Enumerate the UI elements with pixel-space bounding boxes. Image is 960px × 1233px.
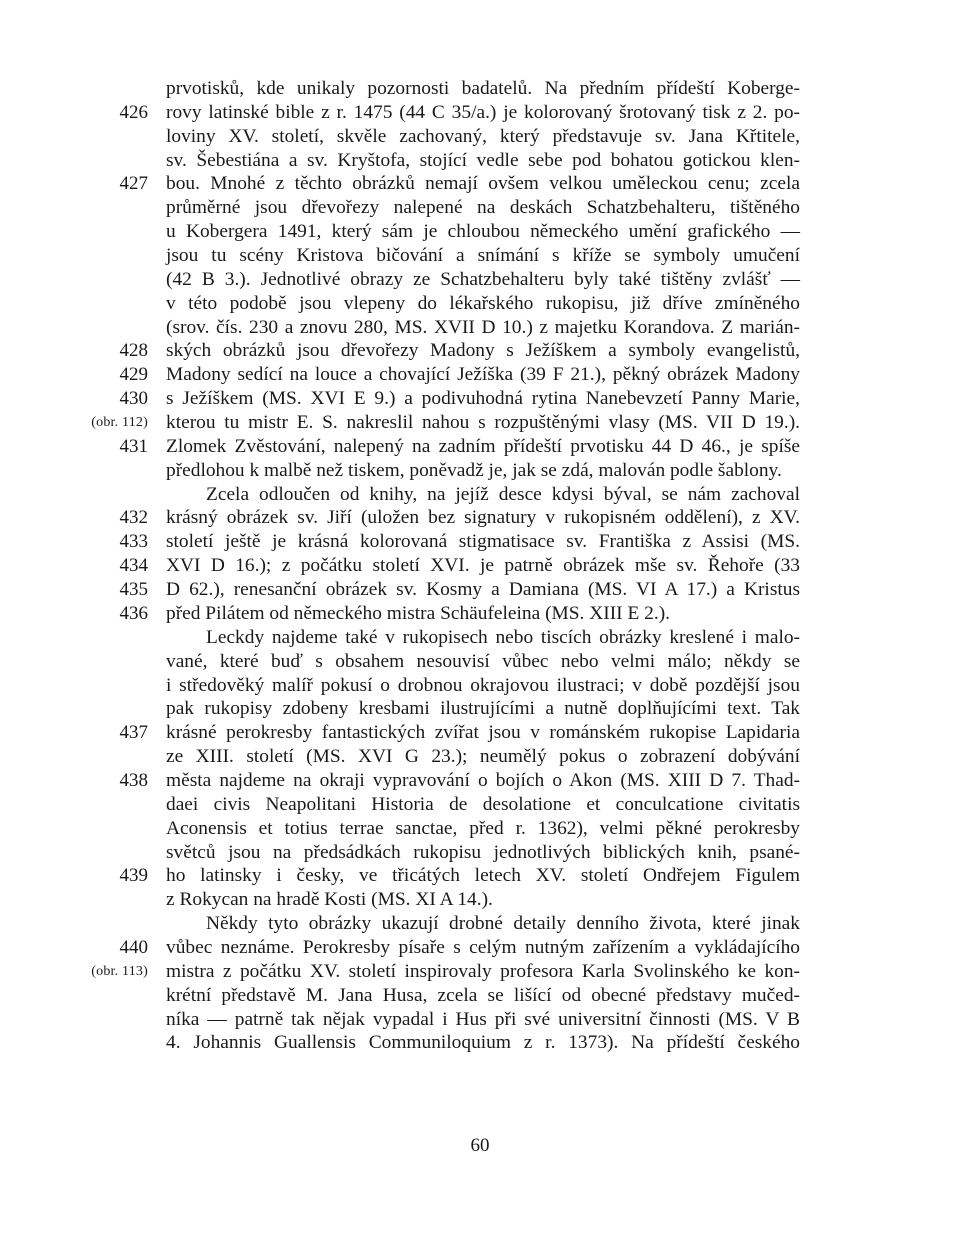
text-line: jsou tu scény Kristova bičování a snímání s kříže se symboly umučení <box>166 245 800 266</box>
margin-number: 434 <box>119 555 148 576</box>
margin-number: 431 <box>119 436 148 457</box>
margin-number: 432 <box>119 507 148 528</box>
text-line: (42 B 3.). Jednotlivé obrazy ze Schatzbehalteru byly také tištěny zvlášť — <box>166 269 800 290</box>
text-line: XVI D 16.); z počátku století XVI. je patrně obrázek mše sv. Řehoře (33 <box>166 555 800 576</box>
text-line: průměrné jsou dřevořezy nalepené na deskách Schatzbehalteru, tištěného <box>166 197 800 218</box>
margin-number: 428 <box>119 340 148 361</box>
text-line: Aconensis et totius terrae sanctae, před r. 1362), velmi pěkné perokresby <box>166 818 800 839</box>
text-line: předlohou k malbě než tiskem, poněvadž je, jak se zdá, malován podle šablony. <box>166 460 782 481</box>
text-line: bou. Mnohé z těchto obrázků nemají ovšem velkou uměleckou cenu; zcela <box>166 173 800 194</box>
page-number: 60 <box>470 1135 490 1156</box>
text-line: mistra z počátku XV. století inspirovaly profesora Karla Svolinského ke kon- <box>166 961 800 982</box>
margin-number: 440 <box>119 937 148 958</box>
margin-number: 436 <box>119 603 148 624</box>
margin-number: 435 <box>119 579 148 600</box>
text-line: města najdeme na okraji vypravování o bojích o Akon (MS. XIII D 7. Thad- <box>166 770 800 791</box>
text-line: krásné perokresby fantastických zvířat jsou v románském rukopise Lapidaria <box>166 722 800 743</box>
figure-reference: (obr. 112) <box>91 415 148 430</box>
text-line: 4. Johannis Guallensis Communiloquium z r. 1373). Na přídeští českého <box>166 1032 800 1053</box>
text-line: Madony sedící na louce a chovající Ježíška (39 F 21.), pěkný obrázek Madony <box>166 364 800 385</box>
text-line: krétní představě M. Jana Husa, zcela se lišící od obecné představy mučed- <box>166 985 800 1006</box>
text-line: ze XIII. století (MS. XVI G 23.); neumělý pokus o zobrazení dobývání <box>166 746 800 767</box>
text-line: vané, které buď s obsahem nesouvisí vůbec nebo velmi málo; někdy se <box>166 651 800 672</box>
text-line: s Ježíškem (MS. XVI E 9.) a podivuhodná rytina Nanebevzetí Panny Marie, <box>166 388 800 409</box>
text-line: světců jsou na předsádkách rukopisu jednotlivých biblických knih, psané- <box>166 842 800 863</box>
margin-number: 426 <box>119 102 148 123</box>
text-line: sv. Šebestiána a sv. Kryštofa, stojící vedle sebe pod bohatou gotickou klen- <box>166 150 800 171</box>
margin-number: 429 <box>119 364 148 385</box>
text-line: loviny XV. století, skvěle zachovaný, který představuje sv. Jana Křtitele, <box>166 126 800 147</box>
text-line: u Kobergera 1491, který sám je chloubou německého umění grafického — <box>166 221 800 242</box>
text-line: kterou tu mistr E. S. nakreslil nahou s rozpuštěnými vlasy (MS. VII D 19.). <box>166 412 800 433</box>
text-line: pak rukopisy zdobeny kresbami ilustrujícími a nutně doplňujícími text. Tak <box>166 698 800 719</box>
figure-reference: (obr. 113) <box>91 964 148 979</box>
text-line: Zcela odloučen od knihy, na jejíž desce kdysi býval, se nám zachoval <box>206 484 800 505</box>
text-line: před Pilátem od německého mistra Schäufeleina (MS. XIII E 2.). <box>166 603 671 624</box>
text-line: Zlomek Zvěstování, nalepený na zadním přídeští prvotisku 44 D 46., je spíše <box>166 436 800 457</box>
text-line: níka — patrně tak nějak vypadal i Hus při své universitní činnosti (MS. V B <box>166 1009 800 1030</box>
text-line: v této podobě jsou vlepeny do lékařského rukopisu, již dříve zmíněného <box>166 293 800 314</box>
margin-number: 430 <box>119 388 148 409</box>
text-line: Leckdy najdeme také v rukopisech nebo tiscích obrázky kreslené i malo- <box>206 627 800 648</box>
text-line: prvotisků, kde unikaly pozornosti badatelů. Na předním přídeští Koberge- <box>166 78 800 99</box>
text-line: Někdy tyto obrázky ukazují drobné detaily denního života, které jinak <box>206 913 800 934</box>
text-line: ských obrázků jsou dřevořezy Madony s Ježíškem a symboly evangelistů, <box>166 340 800 361</box>
text-line: D 62.), renesanční obrázek sv. Kosmy a Damiana (MS. VI A 17.) a Kristus <box>166 579 800 600</box>
margin-number: 439 <box>119 865 148 886</box>
margin-number: 427 <box>119 173 148 194</box>
text-line: rovy latinské bible z r. 1475 (44 C 35/a.) je kolorovaný šrotovaný tisk z 2. po- <box>166 102 800 123</box>
text-line: daei civis Neapolitani Historia de desolatione et conculcatione civitatis <box>166 794 800 815</box>
margin-number: 438 <box>119 770 148 791</box>
text-line: vůbec neznáme. Perokresby písaře s celým nutným zařízením a vykládajícího <box>166 937 800 958</box>
text-line: ho latinsky i česky, ve třicátých letech XV. století Ondřejem Figulem <box>166 865 800 886</box>
margin-number: 433 <box>119 531 148 552</box>
text-line: století ještě je krásná kolorovaná stigmatisace sv. Františka z Assisi (MS. <box>166 531 800 552</box>
text-line: krásný obrázek sv. Jiří (uložen bez signatury v rukopisném oddělení), z XV. <box>166 507 800 528</box>
text-line: (srov. čís. 230 a znovu 280, MS. XVII D 10.) z majetku Korandova. Z marián- <box>166 317 800 338</box>
margin-number: 437 <box>119 722 148 743</box>
text-line: i středověký malíř pokusí o drobnou okrajovou ilustraci; v době pozdější jsou <box>166 675 800 696</box>
text-line: z Rokycan na hradě Kosti (MS. XI A 14.). <box>166 889 493 910</box>
